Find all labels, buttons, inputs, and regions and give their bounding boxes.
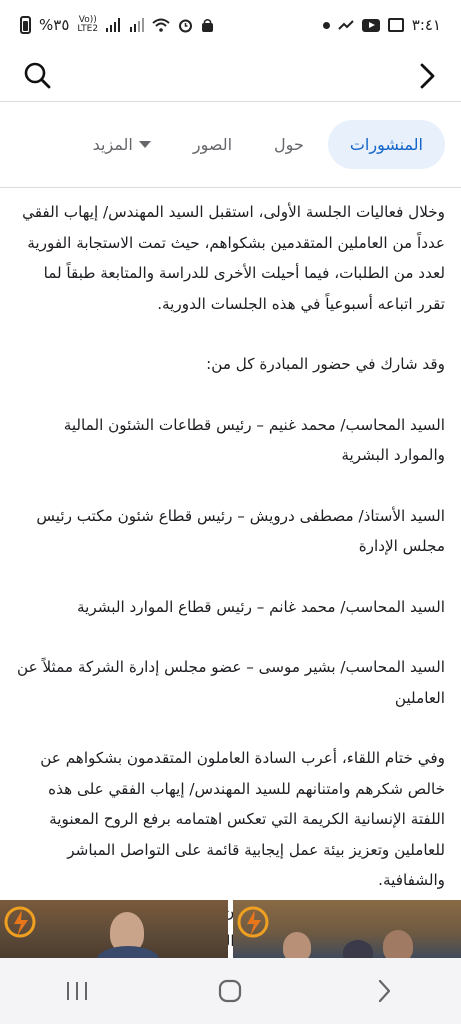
clock: ٣:٤١ <box>411 16 441 34</box>
post-photo[interactable] <box>233 900 461 960</box>
signal-icon <box>106 18 122 32</box>
logo-icon <box>235 904 275 944</box>
person-figure <box>343 940 373 960</box>
search-icon <box>20 58 56 94</box>
tab-more-label: المزيد <box>92 135 133 154</box>
youtube-icon <box>362 19 380 32</box>
battery-percent: %٣٥ <box>39 16 70 34</box>
back-icon <box>372 978 396 1004</box>
trend-icon <box>338 19 354 31</box>
person-figure <box>283 932 311 960</box>
post-text <box>16 197 445 987</box>
post-photo[interactable] <box>0 900 228 960</box>
status-right <box>323 16 441 34</box>
paragraph: وفي ختام اللقاء، أعرب السادة العاملون المتقدمون بشكواهم عن خالص شكرهم وامتنانهم للسيد المهندس/ إيهاب الفقي على هذه اللفتة الإنسانية الكريمة التي تعكس اهتمامه برفع الروح المعنوية للعاملين وتعزيز بيئة عمل إيجابية قائمة على التواصل المباشر والشفافية. <box>40 749 445 889</box>
logo-icon <box>2 904 42 944</box>
tab-posts[interactable]: المنشورات <box>328 120 445 169</box>
search-button[interactable] <box>20 58 56 94</box>
back-button[interactable] <box>409 58 445 94</box>
gallery-icon <box>388 18 404 32</box>
signal-icon-2 <box>130 18 144 32</box>
paragraph: السيد الأستاذ/ مصطفى درويش – رئيس قطاع شئون مكتب رئيس مجلس الإدارة <box>36 506 445 555</box>
paragraph: وقد شارك في حضور المبادرة كل من: <box>206 355 445 373</box>
person-figure <box>383 930 413 960</box>
tab-photos[interactable]: الصور <box>192 135 233 154</box>
top-app-bar <box>0 50 461 102</box>
home-button[interactable] <box>200 966 260 1016</box>
lock-icon <box>201 18 214 33</box>
tab-about[interactable]: حول <box>274 135 304 154</box>
notification-dot-icon <box>323 22 330 29</box>
home-icon <box>217 978 243 1004</box>
chevron-right-icon <box>409 58 445 94</box>
caret-down-icon <box>139 141 151 148</box>
network-label: Vo)) LTE2 <box>77 15 99 34</box>
system-nav-bar <box>0 958 461 1024</box>
page-tabs <box>0 102 461 188</box>
paragraph: وخلال فعاليات الجلسة الأولى، استقبل السيد المهندس/ إيهاب الفقي عدداً من العاملين المتقدمين بشكواهم، حيث تمت الاستجابة الفورية لعدد من الطلبات، فيما أحيلت الأخرى للدراسة والمتابعة طبقاً لما تقرر اتباعه أسبوعياً في هذه الجلسات الدورية. <box>22 203 445 313</box>
post-photos <box>0 900 461 960</box>
system-back-button[interactable] <box>354 966 414 1016</box>
recents-icon <box>64 979 90 1003</box>
status-left <box>20 16 214 34</box>
paragraph: السيد المحاسب/ بشير موسى – عضو مجلس إدارة الشركة ممثلاً عن العاملين <box>17 658 445 707</box>
recents-button[interactable] <box>47 966 107 1016</box>
alarm-icon <box>178 18 193 33</box>
battery-icon <box>20 16 31 34</box>
wifi-icon <box>152 18 170 32</box>
paragraph: السيد المحاسب/ محمد غنيم – رئيس قطاعات الشئون المالية والموارد البشرية <box>63 415 445 464</box>
paragraph: السيد المحاسب/ محمد غانم – رئيس قطاع الموارد البشرية <box>76 597 445 616</box>
tab-more[interactable] <box>75 121 169 168</box>
status-bar <box>0 0 461 50</box>
